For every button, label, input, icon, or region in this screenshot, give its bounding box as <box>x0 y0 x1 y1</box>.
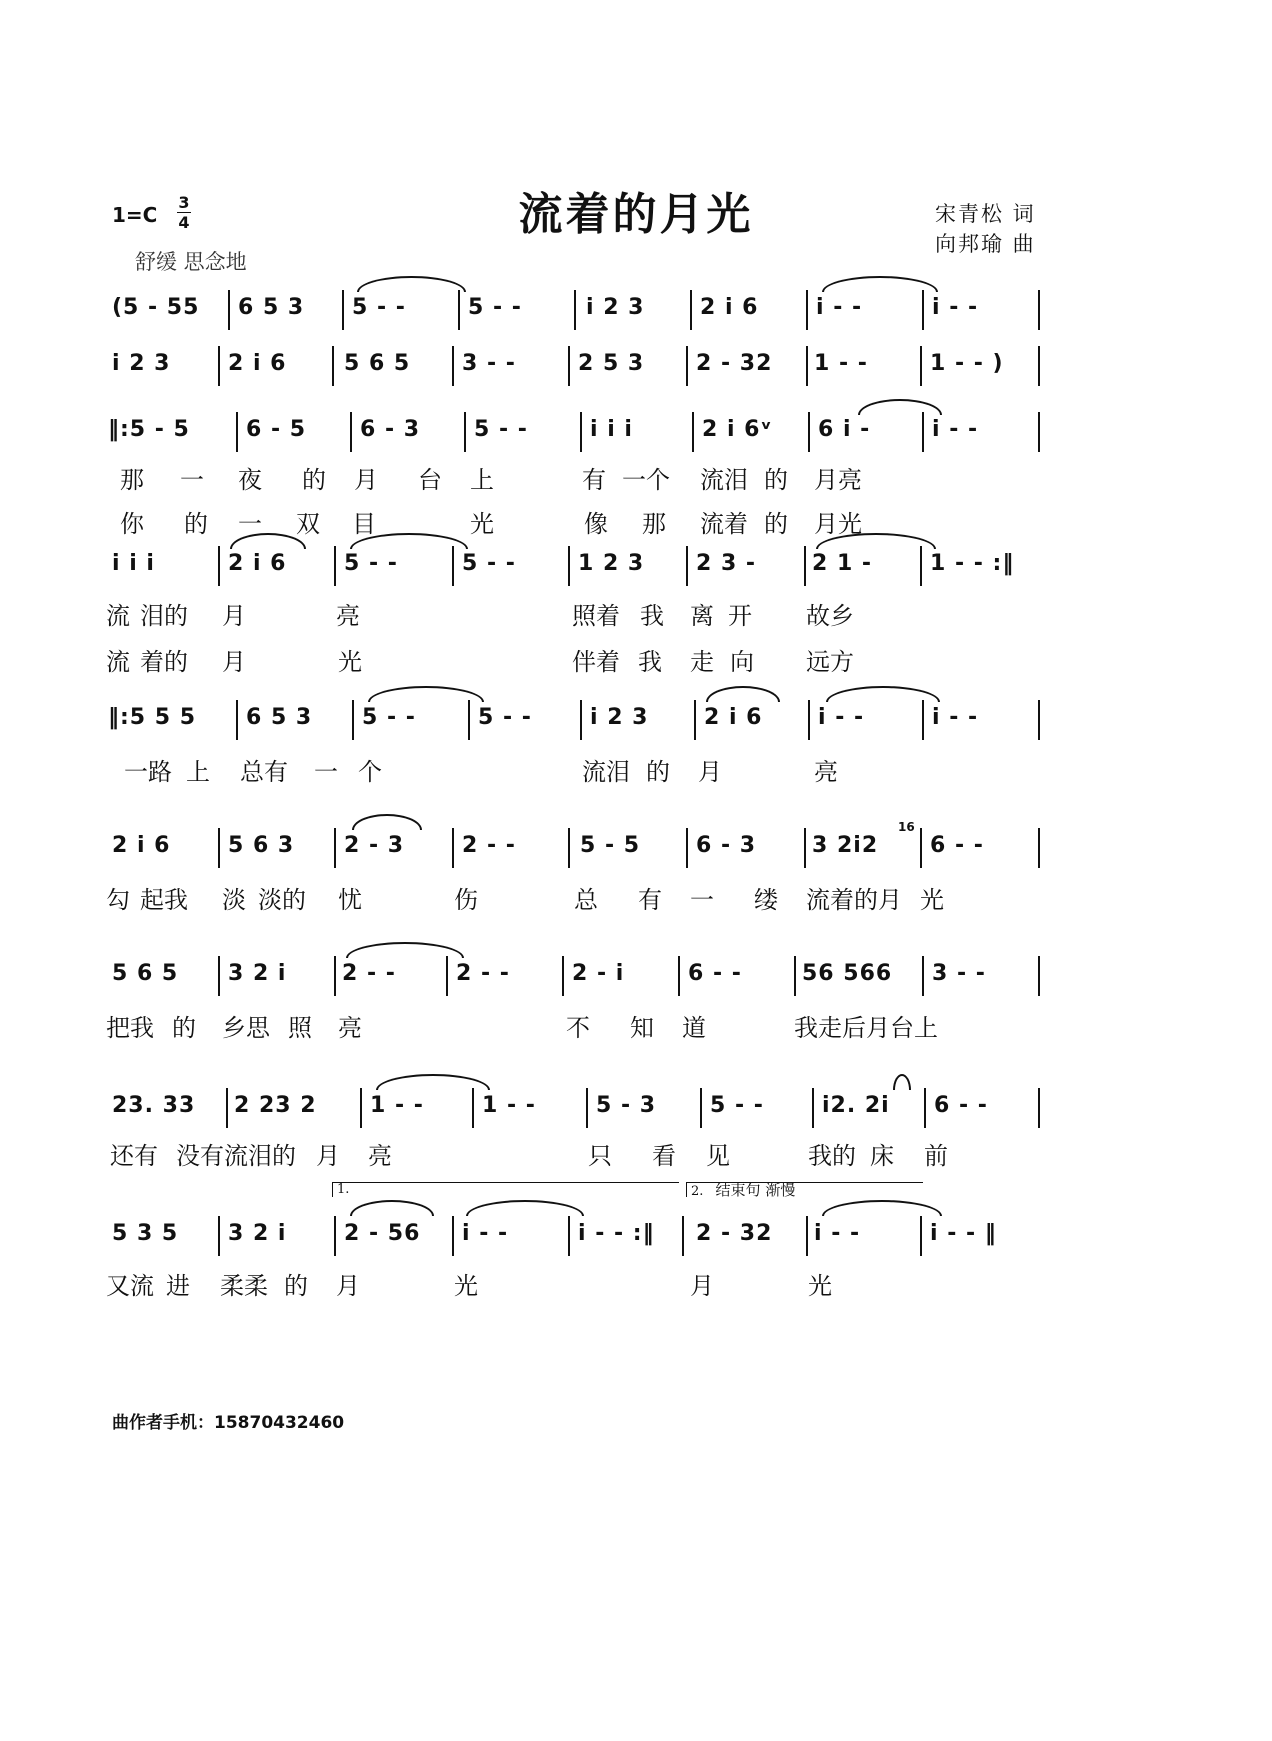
score-system <box>0 542 1272 586</box>
barline <box>1038 956 1040 996</box>
measure: 6 - - <box>930 833 984 858</box>
lyric-syllable: 乡思 <box>222 1014 270 1042</box>
lyric-line <box>0 1136 1272 1170</box>
barline <box>808 700 810 740</box>
lyric-syllable: 的 <box>302 466 326 494</box>
lyric-syllable: 淡的 <box>258 886 306 914</box>
barline <box>446 956 448 996</box>
lyric-syllable: 知 <box>630 1014 654 1042</box>
barline <box>574 290 576 330</box>
measure: 3 - - <box>932 961 986 986</box>
measure: 3 2i2 <box>812 833 879 858</box>
barline <box>794 956 796 996</box>
barline <box>452 346 454 386</box>
lyric-syllable: 泪的 <box>140 602 188 630</box>
lyric-syllable: 月 <box>222 602 246 630</box>
lyric-syllable: 像 <box>584 510 608 538</box>
barline <box>692 412 694 452</box>
lyric-syllable: 的 <box>284 1272 308 1300</box>
measure: 1 - - <box>814 351 868 376</box>
composer-credit: 向邦瑜 曲 <box>935 232 1036 256</box>
barline <box>468 700 470 740</box>
lyric-syllable: 亮 <box>814 758 838 786</box>
measure: i i i <box>112 551 155 576</box>
lyric-line <box>0 642 1272 676</box>
measure: 3 - - <box>462 351 516 376</box>
barline <box>580 412 582 452</box>
barline <box>472 1088 474 1128</box>
barline <box>218 1216 220 1256</box>
lyric-syllable: 亮 <box>368 1142 392 1170</box>
score-system <box>0 286 1272 330</box>
lyric-syllable: 着的 <box>140 648 188 676</box>
measure: 2 i 6ᵛ <box>702 417 773 442</box>
measure: 6 5 3 <box>246 705 313 730</box>
measure: 23. 33 <box>112 1093 196 1118</box>
barline <box>568 828 570 868</box>
volta-second-note: 结束句 渐慢 <box>715 1181 796 1199</box>
lyric-syllable: 一 <box>238 510 262 538</box>
lyric-syllable: 忧 <box>338 886 362 914</box>
lyric-syllable: 月光 <box>814 510 862 538</box>
lyric-syllable: 流泪 <box>700 466 748 494</box>
measure: 3 2 i <box>228 961 287 986</box>
barline <box>922 412 924 452</box>
lyric-line <box>0 880 1272 914</box>
barline <box>700 1088 702 1128</box>
barline <box>1038 346 1040 386</box>
measure: 6 5 3 <box>238 295 305 320</box>
measure: 1 - - <box>370 1093 424 1118</box>
barline <box>360 1088 362 1128</box>
lyric-syllable: 光 <box>920 886 944 914</box>
barline <box>920 546 922 586</box>
barline <box>218 346 220 386</box>
barline <box>804 546 806 586</box>
measure: 3 2 i <box>228 1221 287 1246</box>
measure: i - - <box>932 705 979 730</box>
measure: 2 - - <box>342 961 396 986</box>
barline <box>334 1216 336 1256</box>
lyric-syllable: 故乡 <box>806 602 854 630</box>
lyric-syllable: 照着 <box>572 602 620 630</box>
lyric-syllable: 开 <box>728 602 752 630</box>
lyric-syllable: 又流 <box>106 1272 154 1300</box>
barline <box>562 956 564 996</box>
lyric-syllable: 光 <box>808 1272 832 1300</box>
barline <box>236 700 238 740</box>
barline <box>334 956 336 996</box>
measure: 5 6 5 <box>112 961 179 986</box>
lyric-syllable: 见 <box>706 1142 730 1170</box>
lyric-syllable: 一 <box>180 466 204 494</box>
measure: (5 - 55 <box>112 295 200 320</box>
lyric-syllable: 照 <box>288 1014 312 1042</box>
lyric-syllable: 没有流泪的 <box>176 1142 296 1170</box>
barline <box>218 956 220 996</box>
barline <box>806 290 808 330</box>
barline <box>568 1216 570 1256</box>
barline <box>1038 290 1040 330</box>
measure: 6 i - <box>818 417 871 442</box>
barline <box>806 346 808 386</box>
lyric-syllable: 流 <box>106 602 130 630</box>
barline <box>920 1216 922 1256</box>
volta-second-ending <box>686 1182 923 1197</box>
lyric-syllable: 一个 <box>622 466 670 494</box>
lyric-syllable: 床 <box>870 1142 894 1170</box>
barline <box>682 1216 684 1256</box>
lyric-syllable: 的 <box>646 758 670 786</box>
barline <box>694 700 696 740</box>
lyric-syllable: 一 <box>314 758 338 786</box>
barline <box>1038 412 1040 452</box>
measure: ‖:5 - 5 <box>108 417 190 442</box>
measure: 6 - - <box>688 961 742 986</box>
barline <box>686 828 688 868</box>
measure: 2 5 3 <box>578 351 645 376</box>
measure: i - - <box>818 705 865 730</box>
measure: 5 - - <box>362 705 416 730</box>
measure: i 2 3 <box>586 295 645 320</box>
song-title: 流着的月光 <box>518 189 754 240</box>
lyric-syllable: 一 <box>690 886 714 914</box>
measure: 5 3 5 <box>112 1221 179 1246</box>
barline <box>342 290 344 330</box>
lyric-syllable: 个 <box>358 758 382 786</box>
lyric-syllable: 那 <box>120 466 144 494</box>
barline <box>458 290 460 330</box>
lyric-syllable: 月 <box>690 1272 714 1300</box>
lyric-syllable: 上 <box>186 758 210 786</box>
score-system <box>0 342 1272 386</box>
lyric-syllable: 道 <box>682 1014 706 1042</box>
measure: 5 - - <box>474 417 528 442</box>
barline <box>920 346 922 386</box>
measure: i - - <box>462 1221 509 1246</box>
lyric-syllable: 不 <box>566 1014 590 1042</box>
barline <box>806 1216 808 1256</box>
barline <box>452 828 454 868</box>
lyric-syllable: 流 <box>106 648 130 676</box>
lyric-syllable: 离 <box>690 602 714 630</box>
lyric-syllable: 夜 <box>238 466 262 494</box>
lyric-syllable: 双 <box>296 510 320 538</box>
lyric-line <box>0 596 1272 630</box>
measure: 5 - 5 <box>580 833 641 858</box>
lyric-syllable: 的 <box>172 1014 196 1042</box>
measure: 5 - - <box>462 551 516 576</box>
lyric-syllable: 那 <box>642 510 666 538</box>
measure: 5 - - <box>468 295 522 320</box>
measure: 1 - - ) <box>930 351 1004 376</box>
measure: 6 - - <box>934 1093 988 1118</box>
lyric-syllable: 的 <box>184 510 208 538</box>
barline <box>922 700 924 740</box>
lyric-syllable: 你 <box>120 510 144 538</box>
lyric-syllable: 只 <box>588 1142 612 1170</box>
barline <box>678 956 680 996</box>
lyric-syllable: 还有 <box>110 1142 158 1170</box>
volta-second-label: 2. <box>691 1184 704 1199</box>
barline <box>804 828 806 868</box>
barline <box>686 346 688 386</box>
measure: 6 - 3 <box>360 417 421 442</box>
measure: 1 - - :‖ <box>930 551 1015 576</box>
measure: i 2 3 <box>112 351 171 376</box>
barline <box>920 828 922 868</box>
barline <box>924 1088 926 1128</box>
measure: 6 - 5 <box>246 417 307 442</box>
measure: ‖:5 5 5 <box>108 705 197 730</box>
measure: 2 1 - <box>812 551 873 576</box>
time-signature-top: 3 <box>178 193 190 212</box>
barline <box>690 290 692 330</box>
lyric-syllable: 有 <box>638 886 662 914</box>
measure: 5 6 5 <box>344 351 411 376</box>
lyric-syllable: 缕 <box>754 886 778 914</box>
barline <box>334 546 336 586</box>
lyric-line <box>0 1008 1272 1042</box>
composer-contact: 曲作者手机：15870432460 <box>112 1413 345 1433</box>
lyric-line <box>0 460 1272 494</box>
measure: i i i <box>590 417 633 442</box>
lyric-syllable: 我 <box>638 648 662 676</box>
score-system <box>0 1212 1272 1256</box>
measure: 2 i 6 <box>704 705 763 730</box>
measure: 5 - - <box>710 1093 764 1118</box>
score-system <box>0 952 1272 996</box>
lyric-line <box>0 752 1272 786</box>
lyric-syllable: 流泪 <box>582 758 630 786</box>
measure: 1 - - <box>482 1093 536 1118</box>
measure: 2 23 2 <box>234 1093 317 1118</box>
barline <box>334 828 336 868</box>
barline <box>226 1088 228 1128</box>
lyric-syllable: 走 <box>690 648 714 676</box>
barline <box>452 1216 454 1256</box>
lyric-line <box>0 504 1272 538</box>
lyric-syllable: 看 <box>652 1142 676 1170</box>
grace-note: 16 <box>898 820 915 834</box>
lyric-syllable: 我走后月台上 <box>794 1014 938 1042</box>
measure: 5 - - <box>344 551 398 576</box>
measure: 6 - 3 <box>696 833 757 858</box>
measure: 5 - - <box>352 295 406 320</box>
lyric-syllable: 柔柔 <box>220 1272 268 1300</box>
measure: 5 - - <box>478 705 532 730</box>
barline <box>332 346 334 386</box>
lyric-syllable: 月亮 <box>814 466 862 494</box>
measure: 2 3 - <box>696 551 757 576</box>
measure: i - - <box>932 295 979 320</box>
lyric-syllable: 一路 <box>124 758 172 786</box>
score-system <box>0 696 1272 740</box>
barline <box>812 1088 814 1128</box>
lyric-syllable: 亮 <box>336 602 360 630</box>
barline <box>218 828 220 868</box>
measure: 2 - 3 <box>344 833 405 858</box>
measure: i - - <box>816 295 863 320</box>
measure: i - - ‖ <box>930 1221 997 1246</box>
measure: i - - <box>932 417 979 442</box>
barline <box>1038 828 1040 868</box>
lyric-syllable: 亮 <box>338 1014 362 1042</box>
barline <box>580 700 582 740</box>
barline <box>452 546 454 586</box>
lyric-syllable: 月 <box>354 466 378 494</box>
lyric-line <box>0 1266 1272 1300</box>
lyric-syllable: 向 <box>730 648 754 676</box>
barline <box>586 1088 588 1128</box>
lyric-syllable: 的 <box>764 466 788 494</box>
barline <box>568 546 570 586</box>
measure: 56 566 <box>802 961 893 986</box>
lyric-syllable: 远方 <box>806 648 854 676</box>
lyric-syllable: 前 <box>924 1142 948 1170</box>
measure: 2 - 56 <box>344 1221 421 1246</box>
measure: 2 - - <box>462 833 516 858</box>
lyric-syllable: 月 <box>336 1272 360 1300</box>
lyric-syllable: 流着 <box>700 510 748 538</box>
volta-first-ending: 1. <box>332 1182 679 1197</box>
score-system <box>0 408 1272 452</box>
score-system <box>0 1084 1272 1128</box>
barline <box>236 412 238 452</box>
lyric-syllable: 我 <box>640 602 664 630</box>
key-signature: 1=C <box>112 203 158 227</box>
barline <box>228 290 230 330</box>
measure: i 2 3 <box>590 705 649 730</box>
lyric-syllable: 光 <box>470 510 494 538</box>
barline <box>808 412 810 452</box>
barline <box>922 290 924 330</box>
barline <box>1038 700 1040 740</box>
lyric-syllable: 总 <box>574 886 598 914</box>
measure: 2 - - <box>456 961 510 986</box>
barline <box>352 700 354 740</box>
lyric-syllable: 目 <box>352 510 376 538</box>
lyric-syllable: 台 <box>418 466 442 494</box>
lyric-syllable: 伤 <box>454 886 478 914</box>
measure: i2. 2i <box>822 1093 890 1118</box>
lyric-syllable: 进 <box>166 1272 190 1300</box>
lyric-syllable: 月 <box>698 758 722 786</box>
lyric-syllable: 的 <box>764 510 788 538</box>
measure: 2 i 6 <box>228 351 287 376</box>
lyric-syllable: 有 <box>582 466 606 494</box>
lyric-syllable: 月 <box>316 1142 340 1170</box>
measure: 2 i 6 <box>700 295 759 320</box>
measure: 5 6 3 <box>228 833 295 858</box>
lyric-syllable: 起我 <box>140 886 188 914</box>
lyric-syllable: 把我 <box>106 1014 154 1042</box>
measure: 2 i 6 <box>228 551 287 576</box>
measure: 2 - i <box>572 961 625 986</box>
lyric-syllable: 流着的月 <box>806 886 902 914</box>
lyric-syllable: 光 <box>338 648 362 676</box>
lyric-syllable: 我的 <box>808 1142 856 1170</box>
score-system <box>0 824 1272 868</box>
lyric-syllable: 光 <box>454 1272 478 1300</box>
tempo-marking: 舒缓 思念地 <box>135 250 247 274</box>
lyric-syllable: 淡 <box>222 886 246 914</box>
barline <box>922 956 924 996</box>
time-signature <box>177 194 191 231</box>
barline <box>350 412 352 452</box>
barline <box>568 346 570 386</box>
measure: 2 i 6 <box>112 833 171 858</box>
barline <box>218 546 220 586</box>
lyric-syllable: 总有 <box>240 758 288 786</box>
measure: i - - <box>814 1221 861 1246</box>
measure: 2 - 32 <box>696 351 773 376</box>
lyric-syllable: 勾 <box>106 886 130 914</box>
barline <box>686 546 688 586</box>
measure: i - - :‖ <box>578 1221 655 1246</box>
barline <box>1038 1088 1040 1128</box>
lyric-syllable: 伴着 <box>572 648 620 676</box>
barline <box>464 412 466 452</box>
lyricist-credit: 宋青松 词 <box>935 202 1036 226</box>
lyric-syllable: 上 <box>470 466 494 494</box>
measure: 2 - 32 <box>696 1221 773 1246</box>
lyric-syllable: 月 <box>222 648 246 676</box>
measure: 1 2 3 <box>578 551 645 576</box>
measure: 5 - 3 <box>596 1093 657 1118</box>
time-signature-bottom: 4 <box>178 213 190 232</box>
